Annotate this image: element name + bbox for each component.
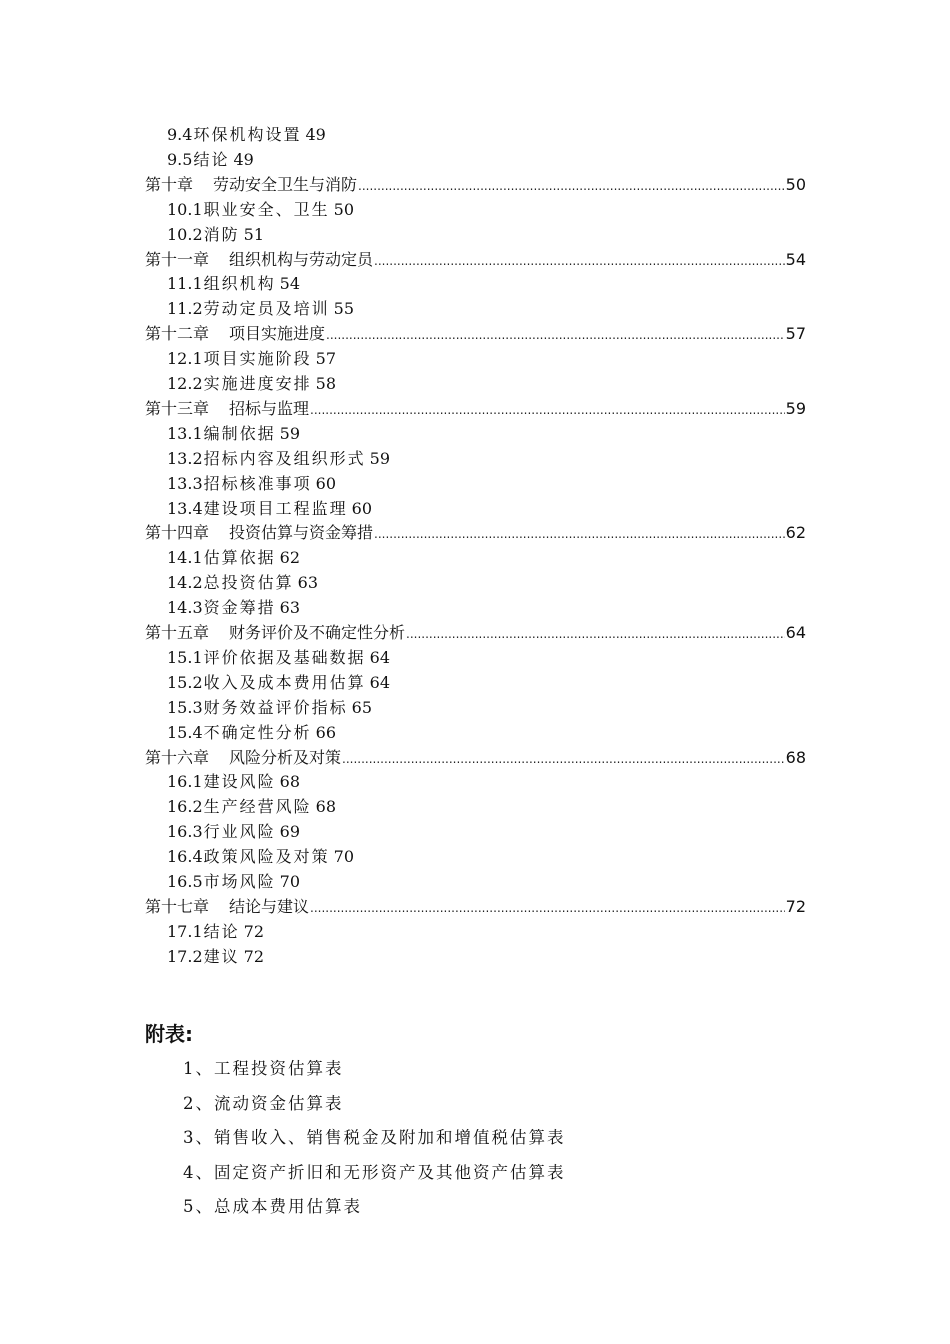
toc-section-entry[interactable] <box>0 497 372 522</box>
page-number: 63 <box>297 573 318 593</box>
page-number: 70 <box>279 872 300 891</box>
dot-leader <box>374 249 785 274</box>
toc-section-entry[interactable] <box>0 422 300 447</box>
section-number: 15.2 <box>167 672 203 692</box>
section-number: 13.2 <box>167 448 203 468</box>
dot-leader <box>310 896 785 921</box>
section-number: 12.2 <box>167 374 203 393</box>
section-title: 组织机构 <box>203 274 276 294</box>
section-number: 16.2 <box>167 797 203 817</box>
toc-section-entry[interactable] <box>0 870 300 895</box>
page-number: 62 <box>279 548 300 568</box>
section-title: 不确定性分析 <box>203 722 312 742</box>
toc-section-entry[interactable] <box>0 472 336 497</box>
section-title: 编制依据 <box>203 423 276 443</box>
dot-leader <box>310 398 785 423</box>
toc-section-entry[interactable] <box>0 148 254 173</box>
section-title: 评价依据及基础数据 <box>203 647 366 667</box>
section-title: 结论 <box>193 149 230 169</box>
section-number: 9.5 <box>167 149 193 169</box>
chapter-number: 第十六章 <box>145 747 210 767</box>
section-number: 13.1 <box>167 423 203 443</box>
toc-section-entry[interactable] <box>0 372 336 397</box>
section-number: 10.2 <box>167 224 203 244</box>
page-number: 60 <box>351 498 372 518</box>
page-number: 68 <box>785 747 806 767</box>
page-number: 60 <box>315 473 336 493</box>
toc-section-entry[interactable] <box>0 920 264 945</box>
page-number: 64 <box>369 672 390 692</box>
section-title: 建议 <box>203 946 240 966</box>
section-number: 15.1 <box>167 647 203 667</box>
section-title: 环保机构设置 <box>193 125 302 144</box>
page-number: 59 <box>279 423 300 443</box>
section-title: 职业安全、卫生 <box>203 199 330 219</box>
appendix-item: 5、总成本费用估算表 <box>183 1197 362 1216</box>
toc-section-entry[interactable] <box>0 721 336 746</box>
page-number: 62 <box>785 523 806 543</box>
section-number: 15.4 <box>167 722 203 742</box>
toc-section-entry[interactable] <box>0 596 300 621</box>
toc-section-entry[interactable] <box>0 198 354 223</box>
section-number: 11.1 <box>167 274 203 294</box>
toc-chapter-entry[interactable] <box>145 621 806 646</box>
page-number: 49 <box>233 149 254 169</box>
page-number: 59 <box>785 398 806 418</box>
section-number: 14.1 <box>167 548 203 568</box>
page-number: 59 <box>369 448 390 468</box>
section-number: 17.1 <box>167 921 203 941</box>
section-title: 财务效益评价指标 <box>203 697 348 717</box>
page-number: 57 <box>785 324 806 344</box>
chapter-number: 第十五章 <box>145 623 210 642</box>
section-number: 16.3 <box>167 822 203 842</box>
appendix-list <box>183 1055 566 1228</box>
section-title: 结论 <box>203 921 240 941</box>
section-number: 11.2 <box>167 299 203 319</box>
page-number: 51 <box>243 224 264 244</box>
chapter-number: 第十章 <box>145 174 194 194</box>
section-number: 16.1 <box>167 772 203 792</box>
toc-section-entry[interactable] <box>0 571 318 596</box>
toc-section-entry[interactable] <box>0 820 300 845</box>
section-title: 消防 <box>203 224 240 244</box>
section-title: 市场风险 <box>203 872 276 891</box>
section-number: 14.3 <box>167 598 203 618</box>
section-title: 政策风险及对策 <box>203 847 330 867</box>
toc-chapter-entry[interactable] <box>145 895 806 920</box>
section-title: 估算依据 <box>203 548 276 568</box>
page-number: 50 <box>333 199 354 219</box>
dot-leader <box>358 174 785 199</box>
section-title: 生产经营风险 <box>203 797 312 817</box>
appendix-item: 1、工程投资估算表 <box>183 1059 344 1078</box>
chapter-title: 结论与建议 <box>229 896 310 916</box>
page-number: 54 <box>785 249 806 269</box>
toc-section-entry[interactable] <box>0 671 390 696</box>
section-title: 建设风险 <box>203 772 276 792</box>
page-number: 70 <box>333 847 354 867</box>
section-number: 13.3 <box>167 473 203 493</box>
chapter-title: 财务评价及不确定性分析 <box>229 623 406 642</box>
toc-section-entry[interactable] <box>0 546 300 571</box>
page-number: 69 <box>279 822 300 842</box>
toc-section-entry[interactable] <box>0 347 336 372</box>
page-number: 66 <box>315 722 336 742</box>
chapter-title: 招标与监理 <box>229 398 310 418</box>
toc-section-entry[interactable] <box>0 770 300 795</box>
section-number: 13.4 <box>167 498 203 518</box>
page-number: 72 <box>243 946 264 966</box>
toc-section-entry[interactable] <box>0 123 326 148</box>
chapter-number: 第十四章 <box>145 523 210 543</box>
page-number: 49 <box>305 125 326 144</box>
section-title: 劳动定员及培训 <box>203 299 330 319</box>
appendix-item: 2、流动资金估算表 <box>183 1093 344 1113</box>
section-number: 17.2 <box>167 946 203 966</box>
toc-section-entry[interactable] <box>0 272 300 297</box>
section-number: 14.2 <box>167 573 203 593</box>
chapter-title: 组织机构与劳动定员 <box>229 249 374 269</box>
chapter-title: 投资估算与资金筹措 <box>229 523 374 543</box>
page-number: 68 <box>315 797 336 817</box>
page-number: 68 <box>279 772 300 792</box>
section-title: 行业风险 <box>203 822 276 842</box>
toc-section-entry[interactable] <box>0 297 354 322</box>
toc-section-entry[interactable] <box>0 945 264 970</box>
section-number: 10.1 <box>167 199 203 219</box>
toc-chapter-entry[interactable] <box>145 521 806 546</box>
section-title: 招标核准事项 <box>203 473 312 493</box>
chapter-number: 第十一章 <box>145 249 210 269</box>
section-title: 建设项目工程监理 <box>203 498 348 518</box>
section-title: 收入及成本费用估算 <box>203 672 366 692</box>
dot-leader <box>374 522 785 547</box>
page-number: 72 <box>785 896 806 916</box>
toc-section-entry[interactable] <box>0 447 390 472</box>
chapter-number: 第十三章 <box>145 398 210 418</box>
section-number: 12.1 <box>167 349 203 369</box>
page-number: 72 <box>243 921 264 941</box>
page-number: 57 <box>315 349 336 369</box>
appendix-heading: 附表: <box>145 1022 193 1046</box>
section-title: 实施进度安排 <box>203 374 312 393</box>
toc-chapter-entry[interactable] <box>145 397 806 422</box>
dot-leader <box>406 622 785 647</box>
section-number: 16.4 <box>167 847 203 867</box>
chapter-title: 劳动安全卫生与消防 <box>213 174 358 194</box>
page-number: 64 <box>369 647 390 667</box>
dot-leader <box>326 323 785 348</box>
page-number: 58 <box>315 374 336 393</box>
page-number: 64 <box>785 623 806 642</box>
chapter-number: 第十二章 <box>145 324 210 344</box>
toc-section-entry[interactable] <box>0 696 372 721</box>
page-number: 55 <box>333 299 354 319</box>
chapter-title: 风险分析及对策 <box>229 747 342 767</box>
chapter-number: 第十七章 <box>145 896 210 916</box>
toc-chapter-entry[interactable] <box>145 248 806 273</box>
toc-chapter-entry[interactable] <box>145 746 806 771</box>
toc-section-entry[interactable] <box>0 795 336 820</box>
toc-section-entry[interactable] <box>0 223 264 248</box>
section-title: 总投资估算 <box>203 573 294 593</box>
section-number: 15.3 <box>167 697 203 717</box>
toc-chapter-entry[interactable] <box>145 173 806 198</box>
section-title: 项目实施阶段 <box>203 349 312 369</box>
dot-leader <box>342 747 785 772</box>
page-number: 65 <box>351 697 372 717</box>
appendix-item: 4、固定资产折旧和无形资产及其他资产估算表 <box>183 1162 566 1182</box>
appendix-item: 3、销售收入、销售税金及附加和增值税估算表 <box>183 1128 566 1147</box>
section-number: 9.4 <box>167 125 193 144</box>
page-number: 63 <box>279 598 300 618</box>
toc-chapter-entry[interactable] <box>145 322 806 347</box>
chapter-title: 项目实施进度 <box>229 324 326 344</box>
section-title: 招标内容及组织形式 <box>203 448 366 468</box>
page-number: 54 <box>279 274 300 294</box>
page-number: 50 <box>785 174 806 194</box>
section-title: 资金筹措 <box>203 598 276 618</box>
toc-section-entry[interactable] <box>0 845 354 870</box>
toc-section-entry[interactable] <box>0 646 390 671</box>
section-number: 16.5 <box>167 872 203 891</box>
